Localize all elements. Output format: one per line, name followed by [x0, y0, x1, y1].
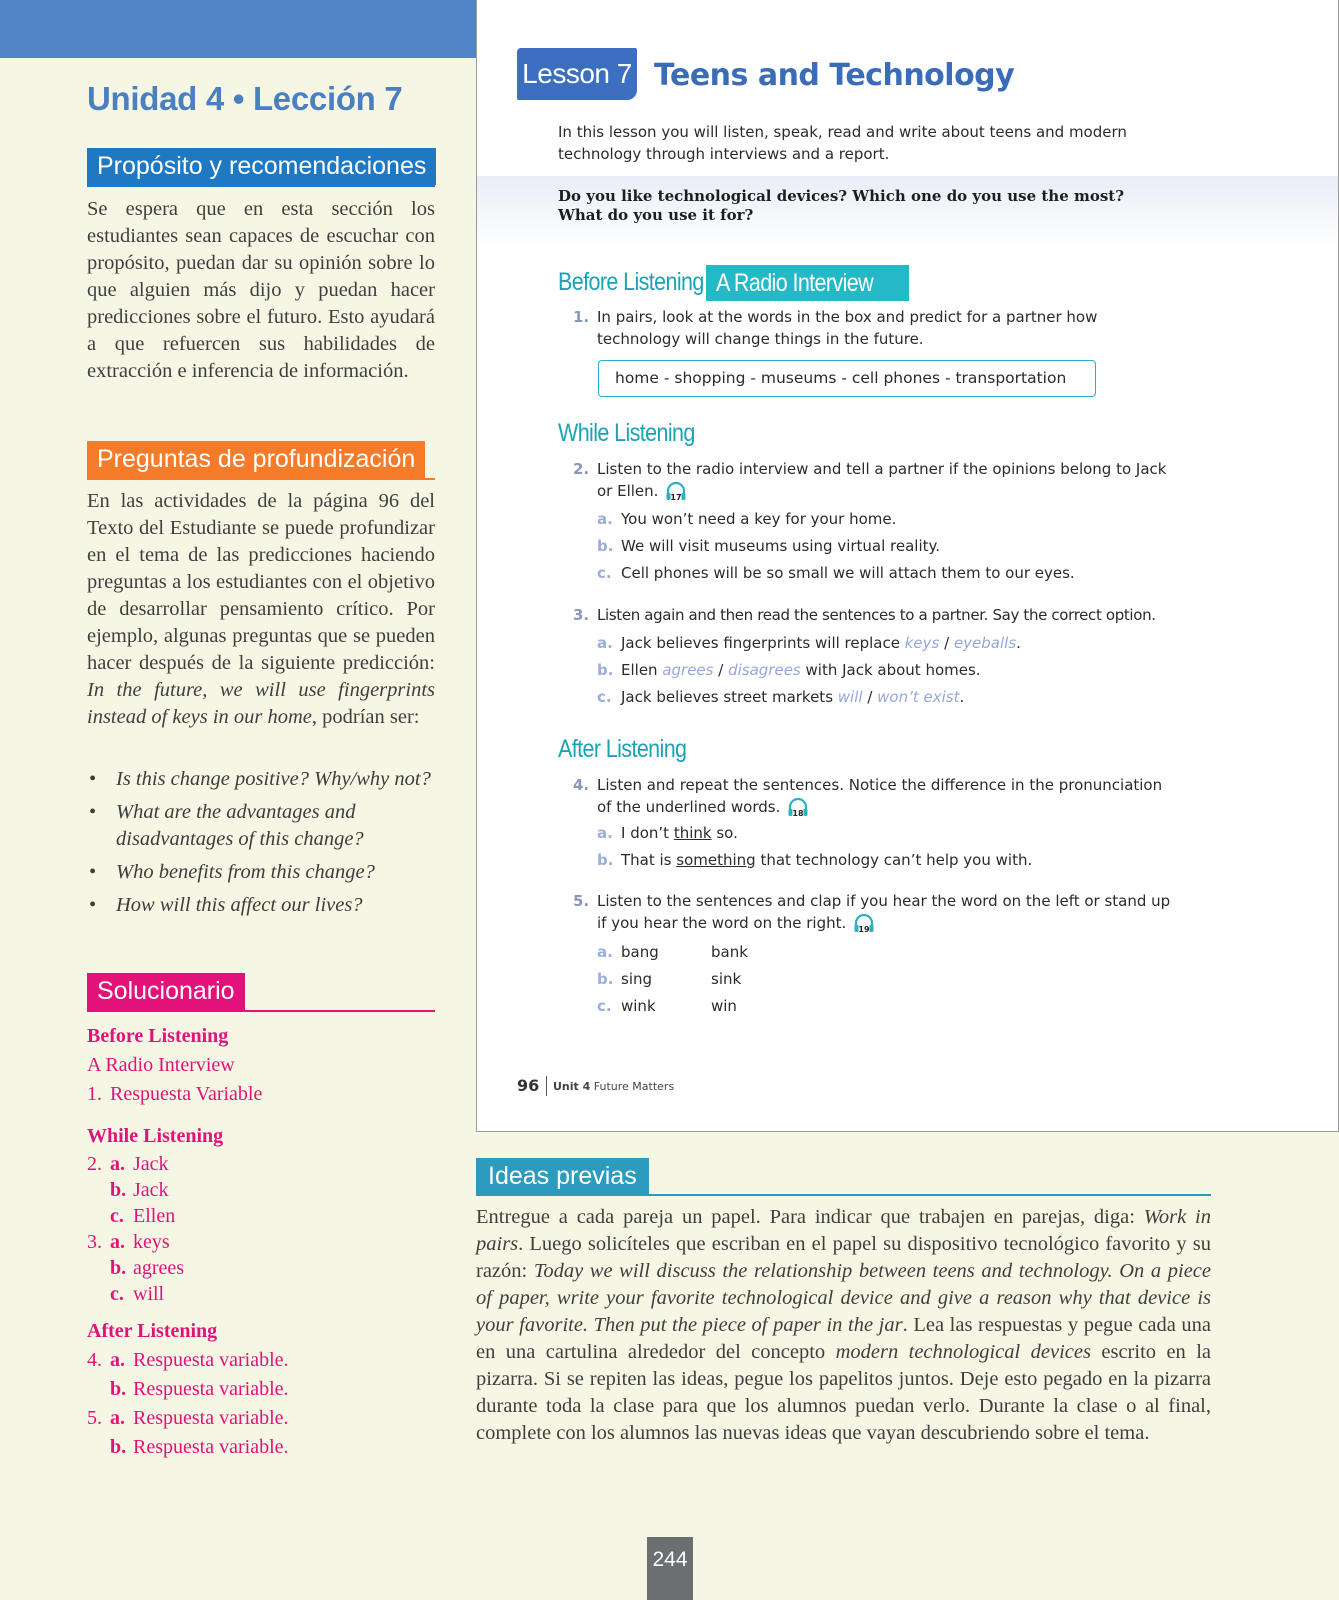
- option-1: keys: [904, 634, 940, 652]
- item-letter: c.: [597, 564, 612, 582]
- answer-number: 5.: [87, 1407, 102, 1429]
- footer-title: Future Matters: [593, 1080, 675, 1093]
- exercise-2: [573, 458, 1173, 502]
- footer-divider: [546, 1076, 547, 1096]
- exercise-instruction-text: Listen and repeat the sentences. Notice the difference in the pronunciation of the underlined words.: [597, 776, 1163, 816]
- list-item: • Is this change positive? Why/why not?: [87, 766, 435, 793]
- lesson-badge: Lesson 7: [517, 48, 637, 100]
- option-2: disagrees: [728, 661, 801, 679]
- radio-interview-tag: [706, 265, 909, 301]
- answer-text: Respuesta variable.: [133, 1407, 289, 1429]
- answer-row: [87, 1151, 435, 1177]
- questions-heading: [87, 441, 435, 480]
- questions-text: [87, 488, 435, 731]
- exercise-number: 2.: [573, 460, 590, 478]
- answer-number: 1.: [87, 1083, 102, 1105]
- exercise-number: 1.: [573, 308, 590, 326]
- word-left: bang: [621, 943, 659, 961]
- item-letter: a.: [597, 634, 613, 652]
- answer-letter: a.: [110, 1231, 125, 1253]
- answer-row: [87, 1080, 435, 1109]
- underlined-word: something: [676, 851, 756, 869]
- answers-heading-rule: [87, 1010, 435, 1012]
- purpose-text: Se espera que en esta sección los estudiantes sean capaces de escuchar con propósito, puedan dar su opinión sobre lo que alguien más dijo y puedan hacer predicciones sobre el futuro. Esto ayudará a que refuercen sus habilidades de extracción e inferencia de información.: [87, 198, 435, 382]
- questions-heading-label: Preguntas de profundización: [87, 441, 425, 478]
- answer-text: Respuesta variable.: [133, 1349, 289, 1371]
- word-left: sing: [621, 970, 653, 988]
- item-text: You won’t need a key for your home.: [621, 510, 897, 528]
- item-text: I don’t: [621, 824, 674, 842]
- exercise-instruction: [573, 458, 1173, 502]
- answer-after-listening: After Listening: [87, 1320, 218, 1342]
- audio-track-number: 19: [858, 924, 870, 934]
- ideas-text-part: . Luego solicíteles que escriban en el papel su dispositivo tecnológico favorito y su razón:: [476, 1233, 1211, 1282]
- exercise-5: [573, 890, 1173, 934]
- exercise-instruction-text: Listen to the sentences and clap if you hear the word on the left or stand up if you hear the word on the right.: [597, 892, 1171, 932]
- option-1: agrees: [662, 661, 714, 679]
- word-right: sink: [711, 970, 742, 988]
- lesson-intro: In this lesson you will listen, speak, read and write about teens and modern technology through interviews and a report.: [558, 123, 1127, 163]
- answers-heading: [87, 973, 435, 1012]
- exercise-4-item: [597, 822, 1157, 844]
- ideas-text-part: Entregue a cada pareja un papel. Para indicar que trabajen en parejas, diga:: [476, 1206, 1144, 1228]
- item-text-end: that technology can’t help you with.: [755, 851, 1033, 869]
- ideas-text-part: escrito en la pizarra. Si se repiten las ideas, pegue los papelitos juntos. Deje esto pegado en la pizarra durante toda la clase para que los alumnos puedan verlo. Durante la clase o al final, complete con los alumnos las nuevas ideas que vayan descubriendo sobre el tema.: [476, 1341, 1212, 1444]
- answer-text: keys: [133, 1231, 170, 1253]
- item-text-end: .: [1016, 634, 1021, 652]
- questions-text-prediction: In the future, we will use fingerprints instead of keys in our home: [87, 679, 435, 728]
- answer-letter: b.: [110, 1378, 127, 1400]
- page-number: 244: [647, 1537, 693, 1600]
- ideas-text-italic: Today we will discuss the relationship between teens and technology. On a piece of paper, write your favorite technological device and give a reason why that device is your favorite. Then put the piece of paper in the jar: [476, 1260, 1211, 1336]
- list-item: • How will this affect our lives?: [87, 892, 435, 919]
- exercise-3-item: [597, 686, 1157, 708]
- answer-row: [87, 1203, 435, 1229]
- ideas-text: [476, 1204, 1211, 1447]
- answer-number: 3.: [87, 1231, 102, 1253]
- footer-unit: Unit 4: [553, 1080, 591, 1093]
- audio-track-number: 18: [792, 808, 804, 818]
- answer-text: Respuesta variable.: [133, 1436, 289, 1458]
- answer-letter: b.: [110, 1179, 127, 1201]
- answer-letter: c.: [110, 1205, 124, 1227]
- exercise-5-item: [597, 995, 1157, 1017]
- answer-number: 2.: [87, 1153, 102, 1175]
- exercise-instruction: In pairs, look at the words in the box and predict for a partner how technology will change things in the future.: [597, 308, 1098, 348]
- answer-number: 4.: [87, 1349, 102, 1371]
- word-right: win: [711, 997, 737, 1015]
- item-letter: a.: [597, 824, 613, 842]
- radio-interview-label: A Radio Interview: [716, 269, 874, 297]
- exercise-2-item: [597, 535, 1157, 557]
- item-text: We will visit museums using virtual reality.: [621, 537, 941, 555]
- answer-key: [87, 1022, 435, 1462]
- warmup-question-line: Do you like technological devices? Which one do you use the most?: [558, 187, 1125, 205]
- answer-letter: a.: [110, 1349, 125, 1371]
- exercise-2-item: [597, 508, 1157, 530]
- answer-before-listening: Before Listening: [87, 1025, 229, 1047]
- exercise-5-item: [597, 941, 1157, 963]
- unit-title: Unidad 4 • Lección 7: [87, 80, 403, 117]
- exercise-1: [573, 306, 1173, 350]
- word-box: home - shopping - museums - cell phones - transportation: [598, 360, 1096, 397]
- exercise-number: 5.: [573, 892, 590, 910]
- item-text: Jack believes street markets: [621, 688, 838, 706]
- answer-row: [87, 1229, 435, 1255]
- item-letter: b.: [597, 851, 614, 869]
- item-letter: a.: [597, 510, 613, 528]
- ideas-text-part: . Lea las respuestas y pegue cada una en una cartulina alrededor del concepto: [476, 1314, 1211, 1363]
- answer-text: will: [133, 1283, 165, 1305]
- before-listening-heading: Before Listening: [558, 268, 704, 296]
- answer-text: Jack: [133, 1153, 169, 1175]
- exercise-instruction-text: Listen to the radio interview and tell a partner if the opinions belong to Jack or Ellen.: [597, 460, 1167, 500]
- answer-row: [87, 1433, 435, 1462]
- ideas-text-italic: Work in pairs: [476, 1206, 1211, 1255]
- ideas-text-italic: modern technological devices: [835, 1341, 1091, 1363]
- item-letter: b.: [597, 537, 614, 555]
- purpose-heading: [87, 148, 435, 187]
- list-item: • Who benefits from this change?: [87, 859, 435, 886]
- answer-text: Jack: [133, 1179, 169, 1201]
- answer-letter: a.: [110, 1407, 125, 1429]
- option-separator: /: [713, 661, 729, 679]
- option-separator: /: [862, 688, 878, 706]
- headphones-icon: [853, 914, 875, 934]
- answer-while-listening: While Listening: [87, 1125, 224, 1147]
- exercise-2-item: [597, 562, 1157, 584]
- item-text: Jack believes fingerprints will replace: [621, 634, 905, 652]
- answer-row: [87, 1346, 435, 1375]
- exercise-5-item: [597, 968, 1157, 990]
- questions-heading-rule: [87, 478, 435, 480]
- questions-text-after: , podrían ser:: [311, 706, 420, 728]
- answer-text: agrees: [133, 1257, 185, 1279]
- while-listening-heading: While Listening: [558, 419, 695, 447]
- answer-letter: c.: [110, 1283, 124, 1305]
- list-item: • What are the advantages and disadvantages of this change?: [87, 799, 435, 853]
- answer-text: Respuesta variable.: [133, 1378, 289, 1400]
- after-listening-heading: After Listening: [558, 735, 687, 763]
- answer-row: [87, 1177, 435, 1203]
- item-letter: b.: [597, 661, 614, 679]
- exercise-instruction: Listen again and then read the sentences to a partner. Say the correct option.: [597, 606, 1156, 624]
- answer-letter: b.: [110, 1257, 127, 1279]
- underlined-word: think: [673, 824, 712, 842]
- answer-text: Respuesta Variable: [110, 1083, 263, 1105]
- option-1: will: [837, 688, 863, 706]
- ideas-heading-label: Ideas previas: [476, 1158, 649, 1194]
- exercise-number: 3.: [573, 606, 590, 624]
- item-text-end: so.: [711, 824, 738, 842]
- warmup-question: [558, 187, 1208, 225]
- item-letter: c.: [597, 688, 612, 706]
- exercise-4: [573, 774, 1173, 818]
- headphones-icon: [665, 482, 687, 502]
- answer-radio-interview: A Radio Interview: [87, 1054, 235, 1076]
- item-letter: a.: [597, 943, 613, 961]
- item-text-end: .: [959, 688, 965, 706]
- exercise-instruction: [573, 890, 1173, 934]
- warmup-question-line: What do you use it for?: [558, 206, 754, 224]
- exercise-3-item: [597, 632, 1157, 654]
- answer-row: [87, 1281, 435, 1307]
- audio-track-number: 17: [670, 492, 682, 502]
- answer-row: [87, 1404, 435, 1433]
- questions-text-before: En las actividades de la página 96 del Texto del Estudiante se puede profundizar en el tema de las predicciones haciendo preguntas a los estudiantes con el objetivo de desarrollar pensamiento crítico. Por ejemplo, algunas preguntas que se pueden hacer después de la siguiente predicción:: [87, 490, 435, 674]
- word-left: wink: [621, 997, 656, 1015]
- answer-row: [87, 1255, 435, 1281]
- exercise-3-item: [597, 659, 1157, 681]
- answer-row: [87, 1375, 435, 1404]
- exercise-3: [573, 604, 1213, 626]
- item-letter: c.: [597, 997, 612, 1015]
- exercise-number: 4.: [573, 776, 590, 794]
- item-text: Cell phones will be so small we will attach them to our eyes.: [621, 564, 1075, 582]
- purpose-heading-rule: [87, 185, 435, 187]
- item-text: That is: [621, 851, 677, 869]
- header-band: [0, 0, 476, 58]
- item-text-end: with Jack about homes.: [800, 661, 981, 679]
- option-separator: /: [939, 634, 954, 652]
- exercise-4-item: [597, 849, 1157, 871]
- word-right: bank: [711, 943, 748, 961]
- book-footer: [553, 1080, 674, 1093]
- ideas-heading-rule: [476, 1194, 1211, 1196]
- ideas-heading: [476, 1158, 1211, 1196]
- lesson-title: Teens and Technology: [654, 58, 1015, 93]
- student-book-page: [476, 0, 1339, 1132]
- exercise-instruction: [573, 774, 1173, 818]
- answer-letter: b.: [110, 1436, 127, 1458]
- item-text: Ellen: [621, 661, 663, 679]
- book-page-number: 96: [517, 1076, 540, 1095]
- answer-letter: a.: [110, 1153, 125, 1175]
- option-2: won’t exist: [877, 688, 960, 706]
- headphones-icon: [787, 798, 809, 818]
- option-2: eyeballs: [953, 634, 1017, 652]
- answers-heading-label: Solucionario: [87, 973, 245, 1010]
- item-letter: b.: [597, 970, 614, 988]
- answer-text: Ellen: [133, 1205, 176, 1227]
- questions-list: [87, 766, 435, 925]
- purpose-heading-label: Propósito y recomendaciones: [87, 148, 436, 185]
